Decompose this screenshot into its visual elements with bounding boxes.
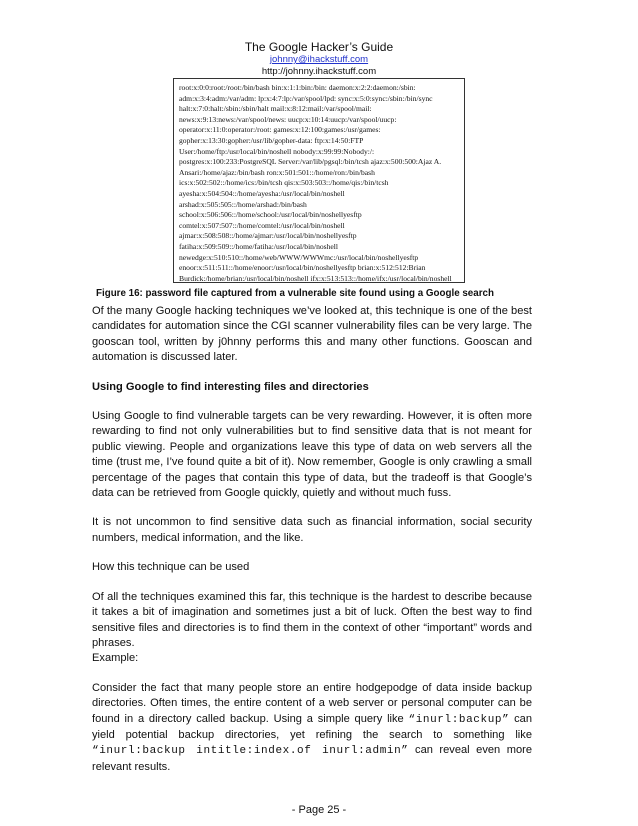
passwd-line: school:x:506:506::/home/school:/usr/local/bin/noshellyesftp <box>179 210 362 220</box>
passwd-line: gopher:x:13:30:gopher:/usr/lib/gopher-data: ftp:x:14:50:FTP <box>179 135 364 145</box>
page-number: - Page 25 - <box>291 804 347 816</box>
passwd-line: fatiha:x:509:509::/home/fatiha:/usr/local/bin/noshell <box>179 241 339 251</box>
passwd-line: root:x:0:0:root:/root:/bin/bash bin:x:1:1:bin:/bin: daemon:x:2:2:daemon:/sbin: <box>179 83 416 92</box>
passwd-line: postgres:x:100:233:PostgreSQL Server:/var/lib/pgsql:/bin/tcsh ajaz:x:500:500:Ajaz A. <box>179 157 442 167</box>
section-heading-interesting-files: Using Google to find interesting files and directories <box>92 380 369 393</box>
passwd-line: operator:x:11:0:operator:/root: games:x:12:100:games:/usr/games: <box>179 125 381 135</box>
passwd-line: ayesha:x:504:504::/home/ayesha:/usr/local/bin/noshell <box>179 188 345 198</box>
passwd-line: adm:x:3:4:adm:/var/adm: lp:x:4:7:lp:/var/spool/lpd: sync:x:5:0:sync:/sbin:/bin/sync <box>179 93 433 103</box>
backup-text-part: Consider the fact that many people store an entire hodgepodge of data inside backup directories. Often times, the entire content of a web server or personal computer can be found in a directory called backup. Using a simple query like <box>92 681 532 725</box>
query-inurl-backup: “inurl:backup” <box>408 713 510 726</box>
paragraph-techniques-examined: Of all the techniques examined this far, this technique is the hardest to describe because it takes a bit of imagination and sometimes just a bit of luck. Often the best way to find sensitive files and directories is to find them in the context of other “important” words and phrases. <box>92 590 532 649</box>
page-header <box>0 40 638 78</box>
query-inurl-backup-intitle: “inurl:backup intitle:index.of inurl:admin” <box>92 745 409 758</box>
paragraph-automation: Of the many Google hacking techniques we’ve looked at, this technique is one of the best candidates for automation since the CGI scanner vulnerability files can be very large. The gooscan tool, written by j0hnny performs this and many other functions. Gooscan and automation is discussed later. <box>92 305 532 364</box>
passwd-line: arshad:x:505:505::/home/arshad:/bin/bash <box>179 199 307 209</box>
document-title: The Google Hacker’s Guide <box>244 40 394 54</box>
paragraph-backup-directories <box>92 681 532 775</box>
body-text <box>92 304 532 789</box>
passwd-line: ajmar:x:508:508::/home/ajmar:/usr/local/bin/noshellyesftp <box>179 231 357 241</box>
example-label: Example: <box>92 652 139 665</box>
passwd-line: Burdick:/home/brian:/usr/local/bin/noshell ifx:x:513:513::/home/ifx:/usr/local/bin/noshell <box>179 273 452 283</box>
paragraph-uncommon: It is not uncommon to find sensitive data such as financial information, social security numbers, medical information, and the like. <box>92 516 532 544</box>
passwd-line: comtel:x:507:507::/home/comtel:/usr/local/bin/noshell <box>179 220 345 230</box>
author-website-url: http://johnny.ihackstuff.com <box>261 66 377 77</box>
backup-text-part: can yield potential backup directories, yet refining the search to something like <box>92 712 532 741</box>
passwd-line: news:x:9:13:news:/var/spool/news: uucp:x:10:14:uucp:/var/spool/uucp: <box>179 114 397 124</box>
paragraph-sensitive-data: Using Google to find vulnerable targets can be very rewarding. However, it is often more rewarding to find not only vulnerabilities but to find sensitive data that is not meant for public viewing. People and organizations leave this type of data on web servers all the time (trust me, I’ve found quite a bit of it). Now remember, Google is only crawling a small percentage of the pages that contain this type of data, but the tradeoff is that Google’s data can be retrieved from Google quickly, quietly and without much fuss. <box>92 410 532 500</box>
author-email-link[interactable]: johnny@ihackstuff.com <box>269 54 369 65</box>
passwd-line: halt:x:7:0:halt:/sbin:/sbin/halt mail:x:8:12:mail:/var/spool/mail: <box>179 104 372 114</box>
passwd-line: Ansari:/home/ajaz:/bin/bash ron:x:501:501::/home/ron:/bin/bash <box>179 167 375 177</box>
passwd-line: newedge:x:510:510::/home/web/WWW/WWWmc:/usr/local/bin/noshellyesftp <box>179 252 419 262</box>
password-file-figure <box>173 78 465 283</box>
section-heading-technique-usage: How this technique can be used <box>92 561 250 574</box>
figure-caption: Figure 16: password file captured from a vulnerable site found using a Google search <box>96 288 494 299</box>
passwd-line: User:/home/ftp:/usr/local/bin/noshell nobody:x:99:99:Nobody:/: <box>179 146 375 156</box>
passwd-line: enoor:x:511:511::/home/enoor:/usr/local/bin/noshellyesftp brian:x:512:512:Brian <box>179 263 426 273</box>
passwd-line: ics:x:502:502::/home/ics:/bin/tcsh qis:x:503:503::/home/qis:/bin/tcsh <box>179 178 389 188</box>
backup-text-part: can reveal even more relevant results. <box>92 744 532 773</box>
